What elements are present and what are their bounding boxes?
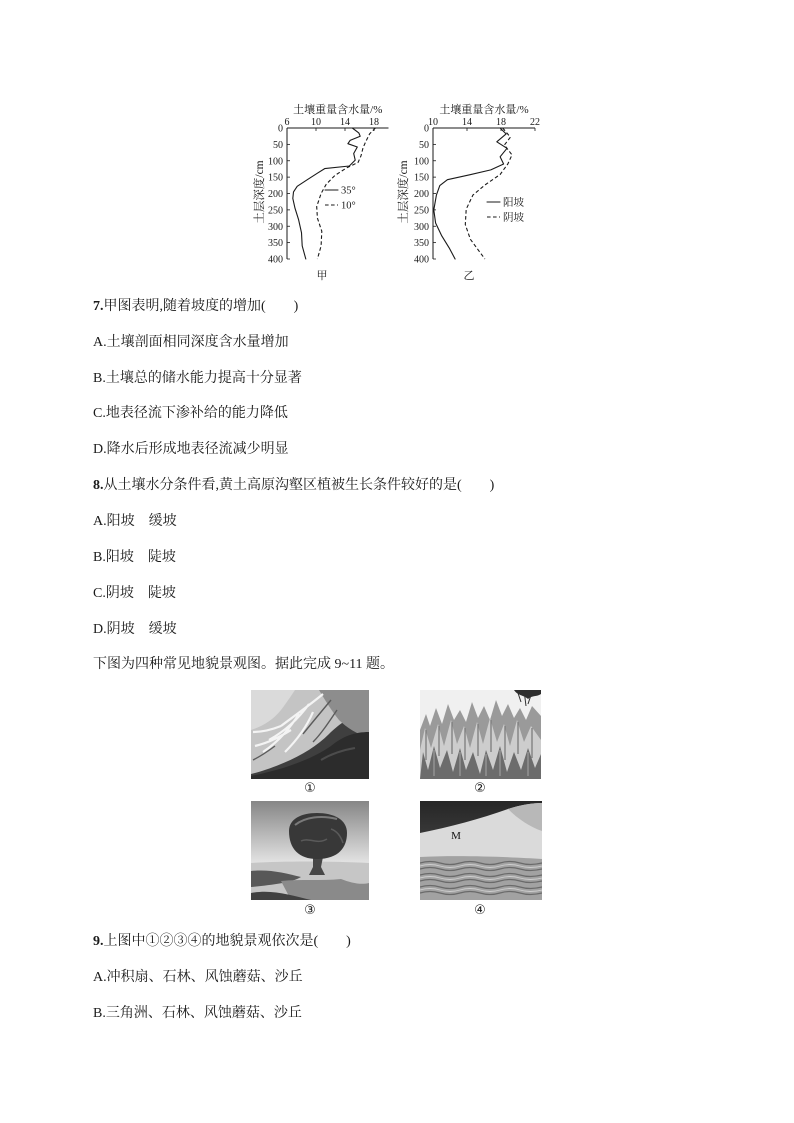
question-7-option-c: C.地表径流下渗补给的能力降低 [93,406,288,421]
x-tick-label: 22 [530,117,540,128]
y-tick-label: 350 [268,238,283,250]
question-8-stem [93,476,494,496]
y-tick-label: 250 [268,205,283,217]
dune-marker-m: M [451,830,461,842]
question-number: 9. [93,934,104,949]
y-tick-label: 50 [273,139,283,151]
y-tick-label: 350 [414,238,429,250]
question-9-option-a: A.冲积扇、石林、风蚀蘑菇、沙丘 [93,970,303,985]
y-axis-title: 土层深度/cm [254,160,266,224]
question-9-stem [93,932,351,952]
y-tick-label: 250 [414,205,429,217]
y-tick-label: 150 [414,172,429,184]
legend-label: 10° [341,200,356,212]
soil-moisture-chart-jia [245,100,395,285]
x-axis-title: 土壤重量含水量/% [439,104,529,116]
x-tick-label: 10 [311,117,321,128]
y-tick-label: 50 [419,139,429,151]
y-tick-label: 200 [414,189,429,200]
y-tick-label: 300 [414,221,429,233]
question-text: 上图中①②③④的地貌景观依次是( ) [103,934,351,949]
question-7-option-b: B.土壤总的储水能力提高十分显著 [93,371,302,386]
x-tick-label: 6 [284,117,290,128]
photo-label-2: ② [474,781,486,796]
legend-label: 35° [341,185,356,197]
x-tick-label: 18 [496,117,506,128]
photo-label-1: ① [304,781,316,796]
legend-label: 阳坡 [503,197,524,209]
y-tick-label: 400 [414,254,429,266]
legend-label: 阴坡 [503,212,524,224]
y-tick-label: 100 [414,156,429,168]
x-tick-label: 14 [340,117,350,128]
question-7-option-a: A.土壤剖面相同深度含水量增加 [93,335,289,350]
y-tick-label: 300 [268,221,283,233]
x-tick-label: 10 [428,117,438,128]
question-9-option-b: B.三角洲、石林、风蚀蘑菇、沙丘 [93,1006,302,1021]
photo-label-4: ④ [474,903,486,918]
question-8-option-b: B.阳坡 陡坡 [93,550,176,565]
question-number: 8. [93,478,104,493]
sand-dune-photo [420,801,542,900]
x-tick-label: 14 [462,117,472,128]
delta-aerial-photo [251,690,369,779]
stone-forest-photo [420,690,541,779]
question-7-stem [93,297,298,317]
question-8-option-d: D.阴坡 缓坡 [93,622,177,637]
landform-intro-text: 下图为四种常见地貌景观图。据此完成 9~11 题。 [93,657,395,672]
question-number: 7. [93,299,104,314]
y-tick-label: 0 [424,123,429,135]
y-tick-label: 150 [268,172,283,184]
y-tick-label: 400 [268,254,283,266]
question-text: 甲图表明,随着坡度的增加( ) [103,299,299,314]
chart-caption: 乙 [463,270,475,282]
question-7-option-d: D.降水后形成地表径流减少明显 [93,442,289,457]
question-8-option-a: A.阳坡 缓坡 [93,514,177,529]
chart-caption: 甲 [316,270,328,282]
photo-label-3: ③ [304,903,316,918]
y-axis-title: 土层深度/cm [398,160,410,224]
y-tick-label: 100 [268,156,283,168]
x-axis-title: 土壤重量含水量/% [293,104,383,116]
soil-moisture-chart-yi [392,100,547,285]
y-tick-label: 0 [278,123,283,135]
question-8-option-c: C.阴坡 陡坡 [93,586,176,601]
question-text: 从土壤水分条件看,黄土高原沟壑区植被生长条件较好的是( ) [103,478,495,493]
y-tick-label: 200 [268,189,283,200]
x-tick-label: 18 [369,117,379,128]
mushroom-rock-photo [251,801,369,900]
